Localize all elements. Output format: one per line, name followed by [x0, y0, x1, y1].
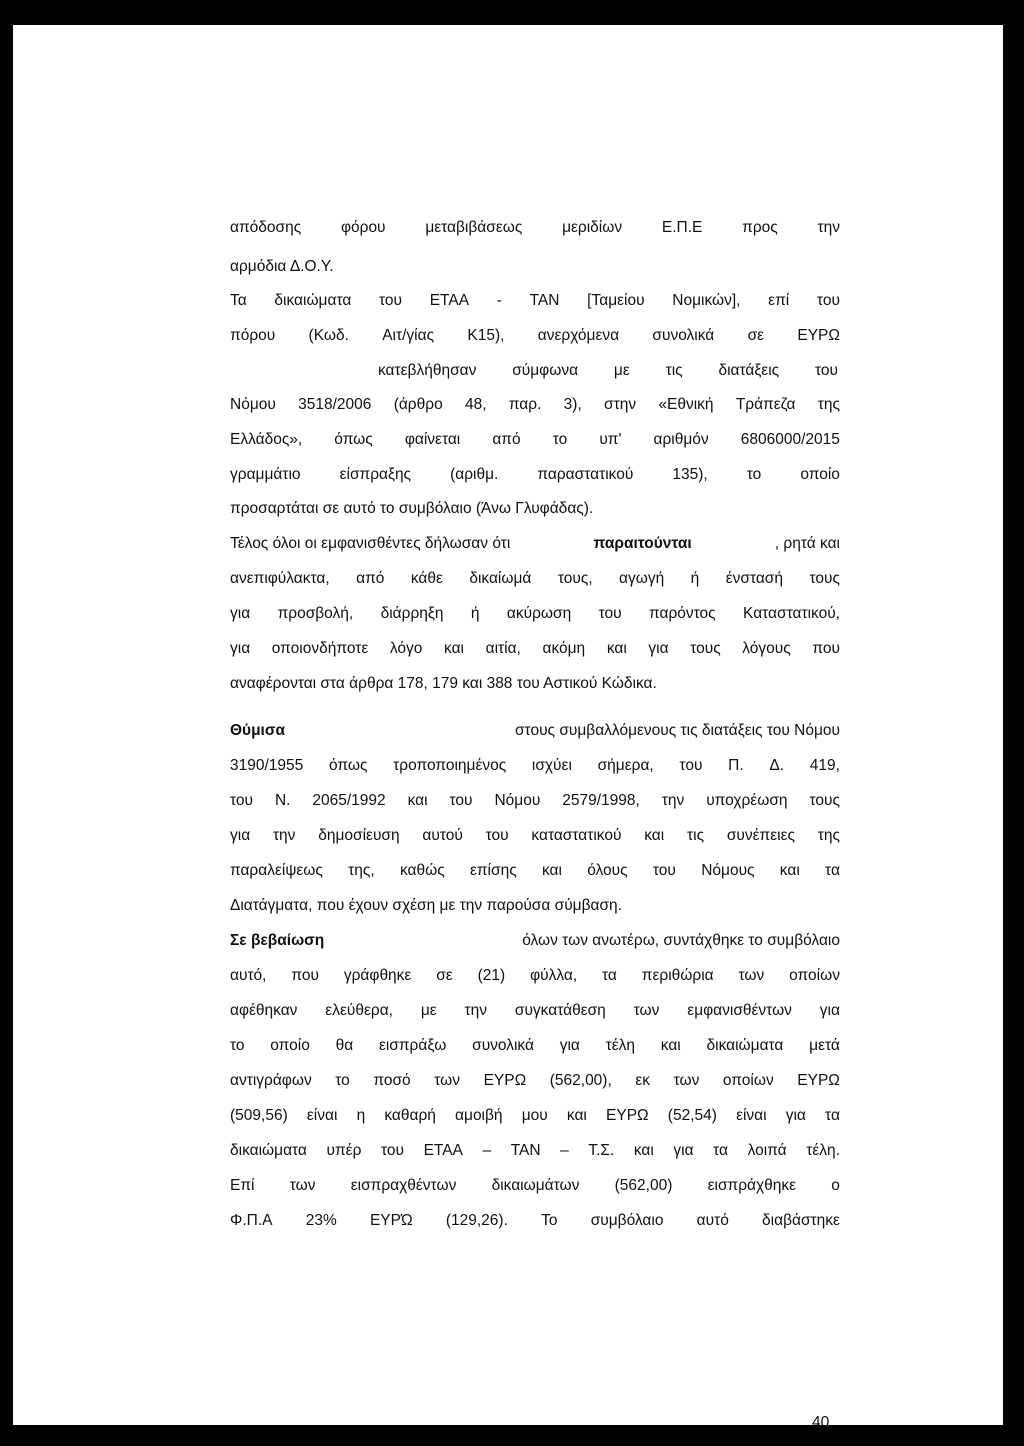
word: γράφθηκε — [343, 967, 412, 984]
word: τους — [809, 570, 840, 587]
word: την — [661, 792, 685, 809]
word: 23% — [305, 1212, 337, 1229]
word: ΤΑΝ — [529, 292, 560, 309]
text-line — [230, 430, 840, 450]
word: (509,56) — [230, 1107, 288, 1124]
word: με — [613, 362, 630, 379]
text-line — [230, 218, 840, 238]
text-line — [230, 1106, 840, 1126]
word: εμφανισθέντων — [687, 1002, 792, 1019]
word: μεριδίων — [562, 219, 623, 236]
word: στην — [604, 396, 637, 413]
word: την — [272, 827, 296, 844]
word: δικαιώματα — [230, 1142, 307, 1159]
word: ΕΥΡΩ — [797, 327, 840, 344]
word: του — [652, 862, 676, 879]
word: Ε.Π.Ε — [661, 219, 703, 236]
word: δικαιωμάτων — [491, 1177, 580, 1194]
word: των — [289, 1177, 316, 1194]
word: και — [779, 862, 800, 879]
word: της — [817, 827, 840, 844]
word: αφέθηκαν — [230, 1002, 298, 1019]
word: Τράπεζα — [735, 396, 796, 413]
word: (562,00) — [614, 1177, 673, 1194]
word: λόγο — [389, 640, 423, 657]
word: και — [444, 640, 464, 657]
text-line — [230, 966, 840, 986]
word: σε — [436, 967, 453, 984]
word: Τα — [230, 292, 247, 309]
word: αριθμόν — [653, 431, 709, 448]
word: παρόντος — [649, 605, 716, 622]
word: 2579/1998, — [562, 792, 640, 809]
word: εισπραχθέντων — [350, 1177, 457, 1194]
word: ανεπιφύλακτα, — [230, 570, 330, 587]
word: Το — [541, 1212, 558, 1229]
word: από — [492, 431, 521, 448]
word: παραλείψεως — [230, 862, 323, 879]
word: διάρρηξη — [380, 605, 444, 622]
word: λόγους — [742, 640, 791, 657]
word: των — [673, 1072, 700, 1089]
text-line — [230, 395, 840, 415]
word: μεταβιβάσεως — [425, 219, 523, 236]
word: εισπράχθηκε — [707, 1177, 797, 1194]
word: Φ.Π.Α — [230, 1212, 273, 1229]
text-line — [230, 826, 840, 846]
word: για — [230, 605, 251, 622]
word: των — [434, 1072, 460, 1089]
word: των — [738, 967, 765, 984]
word: και — [541, 862, 562, 879]
word: γραμμάτιο — [230, 466, 301, 483]
word: θα — [335, 1037, 354, 1054]
word: 419, — [809, 757, 840, 774]
word: ελεύθερα, — [325, 1002, 393, 1019]
word: 3), — [563, 396, 582, 413]
word: του — [485, 827, 509, 844]
word: αυτό — [696, 1212, 729, 1229]
word: και — [644, 827, 665, 844]
text-line — [230, 1071, 840, 1091]
word: δικαίωμά — [469, 570, 532, 587]
word: ισχύει — [531, 757, 572, 774]
word: ή — [470, 605, 480, 622]
page-number: 40 — [812, 1414, 830, 1431]
word: καταστατικού — [531, 827, 622, 844]
text-line — [230, 1211, 840, 1231]
word: τροποποιημένος — [393, 757, 507, 774]
word: τα — [602, 967, 617, 984]
word: προς — [742, 219, 778, 236]
word: σήμερα, — [597, 757, 654, 774]
word: (129,26). — [445, 1212, 508, 1229]
word: 3190/1955 — [230, 757, 304, 774]
word: 135), — [672, 466, 708, 483]
word: ΕΥΡΏ — [369, 1212, 413, 1229]
word: για — [785, 1107, 806, 1124]
text-line — [230, 291, 840, 311]
word: όλους — [587, 862, 628, 879]
word: προσβολή, — [277, 605, 354, 622]
word: αμοιβή — [455, 1107, 503, 1124]
word: - — [496, 292, 502, 309]
word: – — [482, 1142, 492, 1159]
word: λοιπά — [747, 1142, 787, 1159]
word: Νόμους — [701, 862, 755, 879]
word: Π. — [728, 757, 744, 774]
word: κάθε — [410, 570, 443, 587]
text-line — [230, 639, 840, 659]
text-line — [230, 1001, 840, 1021]
word: είσπραξης — [339, 466, 412, 483]
text-line: Θύμισα στους συμβαλλόμενους τις διατάξεις του Νόμου — [230, 722, 840, 739]
word: αυτό, — [230, 967, 267, 984]
text-line — [230, 604, 840, 624]
text-line — [230, 465, 840, 485]
word: 48, — [464, 396, 487, 413]
text-line — [230, 756, 840, 776]
word: για — [819, 1002, 840, 1019]
word: από — [356, 570, 385, 587]
word: εκ — [635, 1072, 651, 1089]
word: μετά — [809, 1037, 840, 1054]
word: Επί — [230, 1177, 255, 1194]
text-line — [230, 1176, 840, 1196]
word: τους, — [557, 570, 593, 587]
word: «Εθνική — [658, 396, 714, 413]
word: το — [335, 1072, 350, 1089]
word: Δ. — [769, 757, 785, 774]
word: Καταστατικού, — [743, 605, 840, 622]
word: και — [407, 792, 428, 809]
word: 2065/1992 — [312, 792, 386, 809]
word: συνέπειες — [726, 827, 795, 844]
text-line — [230, 326, 840, 346]
word: συνολικά — [652, 327, 715, 344]
word: ποσό — [373, 1072, 411, 1089]
word: τα — [825, 862, 840, 879]
word: συγκατάθεση — [514, 1002, 606, 1019]
word: που — [812, 640, 840, 657]
word: αντιγράφων — [230, 1072, 312, 1089]
word: το — [230, 1037, 245, 1054]
word: ΕΥΡΩ — [606, 1107, 649, 1124]
word: φόρου — [340, 219, 386, 236]
word: οποίο — [800, 466, 840, 483]
text-line: αναφέρονται στα άρθρα 178, 179 και 388 του Αστικού Κώδικα. — [230, 675, 657, 692]
word: επί — [768, 292, 790, 309]
word: Νομικών], — [672, 292, 741, 309]
text-line — [230, 1141, 840, 1161]
word: του — [679, 757, 703, 774]
word: Αιτ/γίας — [382, 327, 435, 344]
word: ακύρωση — [506, 605, 572, 622]
word: δικαιώματα — [274, 292, 352, 309]
word: για — [230, 640, 251, 657]
word: οποίων — [789, 967, 840, 984]
word: (αριθμ. — [450, 466, 499, 483]
word: υπ' — [599, 431, 622, 448]
word: για — [648, 640, 669, 657]
emphasis-text: Θύμισα — [230, 722, 285, 739]
word: διατάξεις — [718, 362, 780, 379]
word: του — [449, 792, 473, 809]
word: διαβάστηκε — [762, 1212, 840, 1229]
word: και — [566, 1107, 587, 1124]
word: του — [816, 292, 840, 309]
word: ΕΤΑΑ — [423, 1142, 463, 1159]
word: τους — [809, 792, 840, 809]
word: Τ.Σ. — [588, 1142, 615, 1159]
word: συμβόλαιο — [590, 1212, 664, 1229]
word: αιτία, — [485, 640, 521, 657]
word: πόρου — [230, 327, 276, 344]
word: των — [633, 1002, 660, 1019]
word: δικαιώματα — [706, 1037, 784, 1054]
word: καθαρή — [384, 1107, 436, 1124]
word: κατεβλήθησαν — [378, 362, 477, 379]
word: (21) — [477, 967, 506, 984]
word: της, — [348, 862, 375, 879]
word: Κ15), — [467, 327, 505, 344]
word: τέλη. — [806, 1142, 840, 1159]
word: το — [746, 466, 762, 483]
word: σε — [747, 327, 765, 344]
word: υπέρ — [326, 1142, 362, 1159]
word: οποιονδήποτε — [271, 640, 369, 657]
word: Ελλάδος», — [230, 431, 303, 448]
word: με — [420, 1002, 437, 1019]
text-line — [378, 361, 838, 381]
text-line: Τέλος όλοι οι εμφανισθέντες δήλωσαν ότι παραιτούνται , ρητά και — [230, 535, 840, 552]
word: ΕΥΡΩ — [797, 1072, 840, 1089]
emphasis-text: παραιτούνται — [593, 535, 692, 552]
word: όπως — [328, 757, 368, 774]
text-line — [230, 861, 840, 881]
word: για — [673, 1142, 694, 1159]
word: επίσης — [469, 862, 517, 879]
word: όπως — [334, 431, 373, 448]
word: ή — [690, 570, 700, 587]
word: 6806000/2015 — [740, 431, 840, 448]
word: τέλη — [605, 1037, 636, 1054]
word: δημοσίευση — [318, 827, 400, 844]
word: τα — [825, 1107, 840, 1124]
word: είναι — [736, 1107, 767, 1124]
word: ακόμη — [542, 640, 586, 657]
word: ΕΤΑΑ — [429, 292, 470, 309]
word: τους — [690, 640, 721, 657]
word: μου — [521, 1107, 548, 1124]
word: ένστασή — [725, 570, 783, 587]
word: (Κωδ. — [308, 327, 349, 344]
word: την — [817, 219, 840, 236]
word: είναι — [306, 1107, 338, 1124]
word: που — [291, 967, 319, 984]
word: για — [230, 827, 251, 844]
word: τις — [665, 362, 683, 379]
word: του — [814, 362, 838, 379]
text-line — [230, 791, 840, 811]
word: Νόμου — [230, 396, 276, 413]
word: τις — [687, 827, 705, 844]
word: (52,54) — [667, 1107, 717, 1124]
word: οποίων — [722, 1072, 774, 1089]
word: φύλλα, — [530, 967, 578, 984]
text-line: Διατάγματα, που έχουν σχέση με την παρούσα σύμβαση. — [230, 897, 622, 914]
word: ανερχόμενα — [537, 327, 620, 344]
text-line: προσαρτάται σε αυτό το συμβόλαιο (Άνω Γλυφάδας). — [230, 500, 594, 517]
text-line: Σε βεβαίωση όλων των ανωτέρω, συντάχθηκε το συμβόλαιο — [230, 932, 840, 949]
word: η — [356, 1107, 366, 1124]
word: οποίο — [270, 1037, 310, 1054]
word: του — [380, 1142, 404, 1159]
word: Νόμου — [494, 792, 541, 809]
word: φαίνεται — [404, 431, 461, 448]
word: του — [230, 792, 254, 809]
word: του — [379, 292, 403, 309]
word: της — [817, 396, 840, 413]
word: [Ταμείου — [587, 292, 645, 309]
word: το — [552, 431, 568, 448]
word: και — [606, 640, 627, 657]
word: ο — [831, 1177, 840, 1194]
word: αυτού — [422, 827, 463, 844]
emphasis-text: Σε βεβαίωση — [230, 932, 325, 949]
word: – — [560, 1142, 569, 1159]
text-line — [230, 569, 840, 589]
word: καθώς — [399, 862, 445, 879]
word: ΤΑΝ — [510, 1142, 541, 1159]
word: και — [660, 1037, 681, 1054]
word: και — [633, 1142, 654, 1159]
word: την — [464, 1002, 488, 1019]
word: του — [598, 605, 622, 622]
text-line: αρμόδια Δ.Ο.Υ. — [230, 258, 334, 275]
word: εισπράξω — [378, 1037, 447, 1054]
word: παρ. — [508, 396, 542, 413]
word: παραστατικού — [537, 466, 634, 483]
word: (άρθρο — [393, 396, 443, 413]
word: Ν. — [274, 792, 291, 809]
word: 3518/2006 — [298, 396, 372, 413]
word: συνολικά — [472, 1037, 534, 1054]
word: απόδοσης — [230, 219, 302, 236]
word: σύμφωνα — [512, 362, 579, 379]
word: ΕΥΡΩ — [483, 1072, 527, 1089]
word: περιθώρια — [641, 967, 714, 984]
text-line — [230, 1036, 840, 1056]
word: τα — [713, 1142, 729, 1159]
word: για — [559, 1037, 580, 1054]
word: υποχρέωση — [706, 792, 788, 809]
word: (562,00), — [549, 1072, 612, 1089]
word: αγωγή — [619, 570, 665, 587]
